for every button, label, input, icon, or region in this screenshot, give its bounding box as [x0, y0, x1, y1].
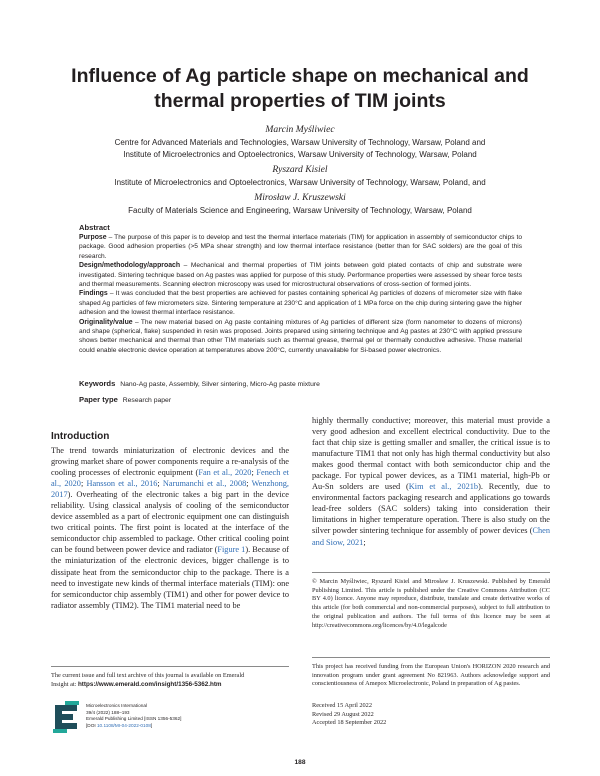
divider — [312, 657, 550, 658]
page-number: 188 — [294, 759, 306, 766]
journal-publisher: Emerald Publishing Limited [ISSN 1356-5362] — [86, 716, 182, 721]
findings-text: – It was concluded that the best properties are achieved for pastes containing spherical Ag particles of dozens of micrometer size with flake shaped Ag particles of few micrometers size. Sintering temperature at 230°C and application of 1 MPa force on the chip during sintering gave the higher adhesion and the lowest thermal interface resistance. — [79, 290, 522, 317]
journal-volume: 39/4 (2022) 188–193 — [86, 709, 130, 715]
body-column-right — [312, 415, 550, 548]
author-affiliation: Faculty of Materials Science and Engineering, Warsaw University of Technology, Warsaw, Poland — [128, 206, 472, 215]
body-text: ; — [80, 479, 87, 489]
body-text: ). Recently, due to environmental factors packaging research and applications go towards lead-free solders (SAC solders) taking into consideration their limitations in higher temperature operation. There is also study on the silver powder sintering technique for assembly of power devices ( — [312, 482, 550, 536]
design-text: – Mechanical and thermal properties of TIM joints between gold plated contacts of chip and substrate were investigated. Sintering technique based on Ag pastes was applied for purpose of this study. Performance properties were assessed by shear force tests and thermal measurements. Scanning electron microscopy was used for microstructural observations of cross-section of formed joints. — [79, 262, 522, 289]
doi-suffix: ] — [150, 722, 153, 728]
body-column-left — [51, 445, 289, 611]
citation-link[interactable]: Chen and Siow, 2021 — [312, 526, 550, 547]
keywords-text: Nano-Ag paste, Assembly, Silver sintering, Micro-Ag paste mixture — [120, 381, 320, 388]
journal-info — [86, 703, 286, 729]
availability-line — [51, 681, 289, 690]
body-text: ). Because of the miniaturization of the electronic devices, bigger challenge is to dissipate heat from the semiconductor chip to the package. There is a need to investigate new kinds of thermal interface materials (TIM): one for semiconductor chip assembly (TIM1) and other for power device to radiator assembly (TIM2). The TIM1 material need to be — [51, 545, 289, 610]
author-name: Marcin Myśliwiec — [265, 124, 335, 135]
abstract-originality — [79, 318, 522, 356]
divider — [312, 572, 550, 573]
originality-label: Originality/value — [79, 318, 133, 326]
copyright-notice: © Marcin Myśliwiec, Ryszard Kisiel and Mirosław J. Kruszewski. Published by Emerald Publishing Limited. This article is published under the Creative Commons Attribution (CC BY 4.0) licence. Anyone may reproduce, distribute, translate and create derivative works of this article (for both commercial and non-commercial purposes), subject to full attribution to the original publication and authors. The full terms of this licence may be seen at http://creativecommons.org/licences/by/4.0/legalcode — [312, 578, 550, 629]
author-affiliation: Institute of Microelectronics and Optoelectronics, Warsaw University of Technology, Warsaw, Poland, and — [114, 178, 486, 187]
journal-name: Microelectronics International — [86, 703, 147, 708]
journal-doi-line — [86, 723, 286, 730]
body-text: ; — [363, 537, 366, 547]
citation-link[interactable]: Wenzhong, 2017 — [51, 479, 289, 500]
author-name: Mirosław J. Kruszewski — [254, 192, 346, 203]
citation-link[interactable]: Fenech et al., 2020 — [51, 468, 289, 489]
paper-title: Influence of Ag particle shape on mechanical and thermal properties of TIM joints — [71, 65, 529, 112]
figure-link[interactable]: Figure 1 — [217, 545, 246, 555]
doi-link[interactable]: 10.1108/MI-04-2022-0108 — [96, 722, 151, 728]
body-text: ; — [246, 479, 252, 489]
abstract-purpose — [79, 233, 522, 261]
paper-type-label: Paper type — [79, 395, 118, 404]
availability-prefix: Insight at: — [51, 680, 78, 688]
keywords-label: Keywords — [79, 379, 116, 388]
accepted-date: Accepted 18 September 2022 — [312, 719, 387, 727]
keywords — [79, 379, 522, 389]
emerald-logo-icon — [51, 699, 81, 735]
author-affiliation: Institute of Microelectronics and Optoelectronics, Warsaw University of Technology, Warsaw, Poland — [123, 150, 477, 159]
purpose-text: – The purpose of this paper is to develop and test the thermal interface materials (TIM) for application in assembly of semiconductor chips to package. Good adhesion properties (>5 MPa shear strength) and low thermal interface resistance (better than for SAC solders) are the goal of this research. — [79, 234, 522, 260]
body-text: The trend towards miniaturization of electronic devices and the growing market share of power components require a re-analysis of the cooling processes of electronic equipment ( — [51, 446, 289, 478]
availability-text: The current issue and full text archive of this journal is available on Emerald — [51, 672, 245, 679]
abstract-heading: Abstract — [79, 223, 110, 232]
body-text: ; — [157, 479, 163, 489]
divider — [51, 666, 289, 667]
received-date: Received 15 April 2022 — [312, 702, 372, 709]
revised-date: Revised 29 August 2022 — [312, 710, 374, 718]
introduction-heading: Introduction — [51, 431, 110, 442]
body-text: highly thermally conductive; moreover, this material must provide a very good adhesion and excellent electrical conductivity. Due to the fact that chip size is getting smaller and smaller, the critical issue is to manufacture TIM1 that not only has high thermal conductivity but also makes good thermal contact with both semiconductor chip and the package. For typical power devices, as a TIM1 material, high-Pb or Au-Sn solders are used ( — [312, 416, 550, 492]
body-text: ; — [251, 468, 257, 478]
citation-link[interactable]: Hansson et al., 2016 — [86, 479, 158, 489]
author-affiliation: Centre for Advanced Materials and Technologies, Warsaw University of Technology, Warsaw, Poland and — [114, 138, 486, 147]
article-dates — [312, 702, 550, 728]
originality-text: – The new material based on Ag paste containing mixtures of Ag particles of different size (form nanometer to dozens of microns) and shape (spherical, flake) suspended in resin was proposed. Joints prepared using sintering technique and Ag pastes at 230°C with applied pressure shows better mechanical and thermal than other TIM materials such as thermal grease, thermal gel or thermally conductive adhesive. Those material could enable electronic device operation at temperatures above 200°C, currently unavailable for Si-based power electronics. — [79, 318, 522, 354]
design-label: Design/methodology/approach — [79, 262, 181, 270]
findings-label: Findings — [79, 290, 108, 298]
funding-note: This project has received funding from the European Union's HORIZON 2020 research and innovation program under grant agreement No 821963. Authors acknowledge support and conscientiousness of Amepox Microelectronic, Poland in preparation of Ag pastes. — [312, 663, 550, 688]
body-text: ). Overheating of the electronic takes a big part in the device reliability. Using classical analysis of cooling of the semiconductor device assembled as a part of electronic equipment one can distinguish two critical points. The first point is located at the interface of the semiconductor chip assembled to package. Other critical cooling point can be found between power device and radiator ( — [51, 490, 289, 555]
author-name: Ryszard Kisiel — [272, 164, 328, 175]
journal-url-link[interactable]: https://www.emerald.com/insight/1356-5362.htm — [77, 680, 222, 688]
citation-link[interactable]: Fan et al., 2020 — [198, 468, 252, 478]
availability-note — [51, 672, 289, 689]
abstract — [79, 223, 522, 355]
citation-link[interactable]: Kim et al., 2021b — [408, 482, 479, 492]
abstract-design — [79, 261, 522, 289]
abstract-findings — [79, 289, 522, 317]
purpose-label: Purpose — [79, 234, 107, 241]
paper-type — [79, 395, 522, 405]
paper-type-text: Research paper — [122, 397, 172, 404]
doi-prefix: [DOI — [86, 722, 97, 728]
citation-link[interactable]: Narumanchi et al., 2008 — [162, 479, 247, 489]
